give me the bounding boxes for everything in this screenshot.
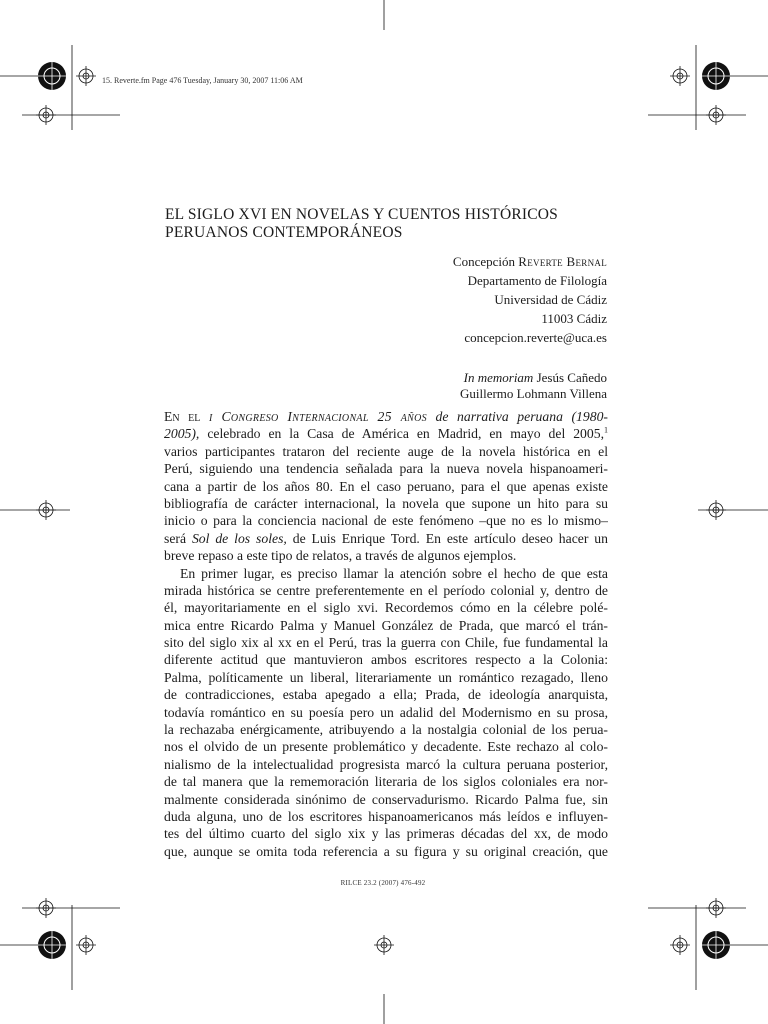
body-line: mica entre Ricardo Palma y Manuel González de Prada, que marcó el trán- — [164, 617, 608, 633]
body-line: tes del último cuarto del siglo xix y las primeras décadas del xx, de modo — [164, 826, 608, 842]
registration-target-bottom-right — [702, 931, 730, 959]
body-line: Perú, siguiendo una tendencia señalada para la nueva novela hispanoameri- — [164, 461, 608, 477]
dedication-line-1: In memoriam Jesús Cañedo — [463, 370, 607, 385]
author-block — [453, 252, 607, 347]
crosshair-target-bl-inner — [76, 935, 96, 955]
crosshair-target-right-mid — [706, 500, 726, 520]
article-title-line-2: PERUANOS CONTEMPORÁNEOS — [165, 224, 403, 241]
body-line: él, mayoritariamente en el siglo xvi. Recordemos cómo en la célebre polé- — [164, 600, 608, 616]
footnote-marker: 1 — [604, 425, 608, 435]
crosshair-target-br-inner — [670, 935, 690, 955]
registration-target-top-right — [702, 62, 730, 90]
body-line: será Sol de los soles, de Luis Enrique Tord. En este artículo deseo hacer un — [164, 530, 608, 546]
crosshair-target-tr-inner — [670, 66, 690, 86]
author-postal: 11003 Cádiz — [541, 311, 607, 326]
body-line: diferente actitud que mantuvieron ambos escritores respecto a la Colonia: — [164, 652, 608, 668]
body-line: sito del siglo xix al xx en el Perú, tras la guerra con Chile, fue fundamental la — [164, 635, 608, 651]
body-line: En el i Congreso Internacional 25 años de narrativa peruana (1980- — [164, 409, 608, 424]
dedication — [460, 370, 607, 402]
article-body — [164, 408, 608, 860]
body-line: En primer lugar, es preciso llamar la atención sobre el hecho de que esta — [180, 565, 608, 581]
crosshair-target-tl-lower — [36, 105, 56, 125]
body-line: de tal manera que la rememoración literaria de los siglos coloniales era nor- — [164, 774, 608, 790]
body-line: cana a partir de los años 80. En el caso peruano, para el que apenas existe — [164, 478, 608, 494]
body-line: Palma, políticamente un liberal, literariamente un romántico rezagado, lleno — [164, 669, 608, 685]
body-line: mirada histórica se centre preferentemente en el período colonial y, dentro de — [164, 582, 608, 598]
body-line: la rechazaba enérgicamente, atribuyendo a la nostalgia colonial de los perua- — [164, 722, 608, 738]
body-line: nialismo de la intelectualidad progresista marcó la cultura peruana posterior, — [164, 756, 608, 772]
crosshair-target-left-mid — [36, 500, 56, 520]
body-line: malmente considerada sinónimo de conservadurismo. Ricardo Palma fue, sin — [164, 791, 608, 807]
author-department: Departamento de Filología — [467, 273, 607, 288]
page-footer: RILCE 23.2 (2007) 476-492 — [340, 879, 426, 887]
body-line: bibliografía de carácter internacional, la novela que supone un hito para su — [164, 495, 608, 511]
body-line: inicio o para la conciencia nacional de este fenómeno –que no es lo mismo– — [164, 513, 608, 529]
body-line: de contradicciones, estaba apegado a ella; Prada, de ideología anarquista, — [164, 687, 608, 703]
author-university: Universidad de Cádiz — [494, 292, 607, 307]
body-line: 2005), celebrado en la Casa de América en Madrid, en mayo del 2005,$^1$ — [164, 425, 608, 442]
body-line: varios participantes trataron del reciente auge de la novela histórica en el — [164, 443, 608, 459]
print-slug: 15. Reverte.fm Page 476 Tuesday, January 30, 2007 11:06 AM — [102, 76, 303, 85]
crosshair-target-bottom-mid — [374, 935, 394, 955]
crosshair-target-tl-inner — [76, 66, 96, 86]
body-line: duda alguna, uno de los escritores hispanoamericanos más leídos e influyen- — [164, 808, 608, 824]
author-email: concepcion.reverte@uca.es — [464, 330, 607, 345]
registration-target-bottom-left — [38, 931, 66, 959]
body-line: nos el olvido de un presente problemático y decadente. Este rechazo al colo- — [164, 739, 608, 755]
crosshair-target-br-upper — [706, 898, 726, 918]
registration-target-top-left — [38, 62, 66, 90]
crosshair-target-bl-upper — [36, 898, 56, 918]
article-title-line-1: EL SIGLO XVI EN NOVELAS Y CUENTOS HISTÓRICOS — [165, 206, 558, 223]
body-line: breve repaso a este tipo de relatos, a través de algunos ejemplos. — [164, 548, 517, 564]
body-line: que, aunque se omita toda referencia a su figura y su original creación, que — [164, 843, 608, 859]
dedication-line-2: Guillermo Lohmann Villena — [459, 386, 607, 401]
author-name: Concepción Reverte Bernal — [452, 254, 607, 269]
crosshair-target-tr-lower — [706, 105, 726, 125]
article-title — [165, 206, 605, 242]
body-line: todavía romántico en su poesía pero un adalid del Modernismo en su prosa, — [164, 704, 608, 720]
